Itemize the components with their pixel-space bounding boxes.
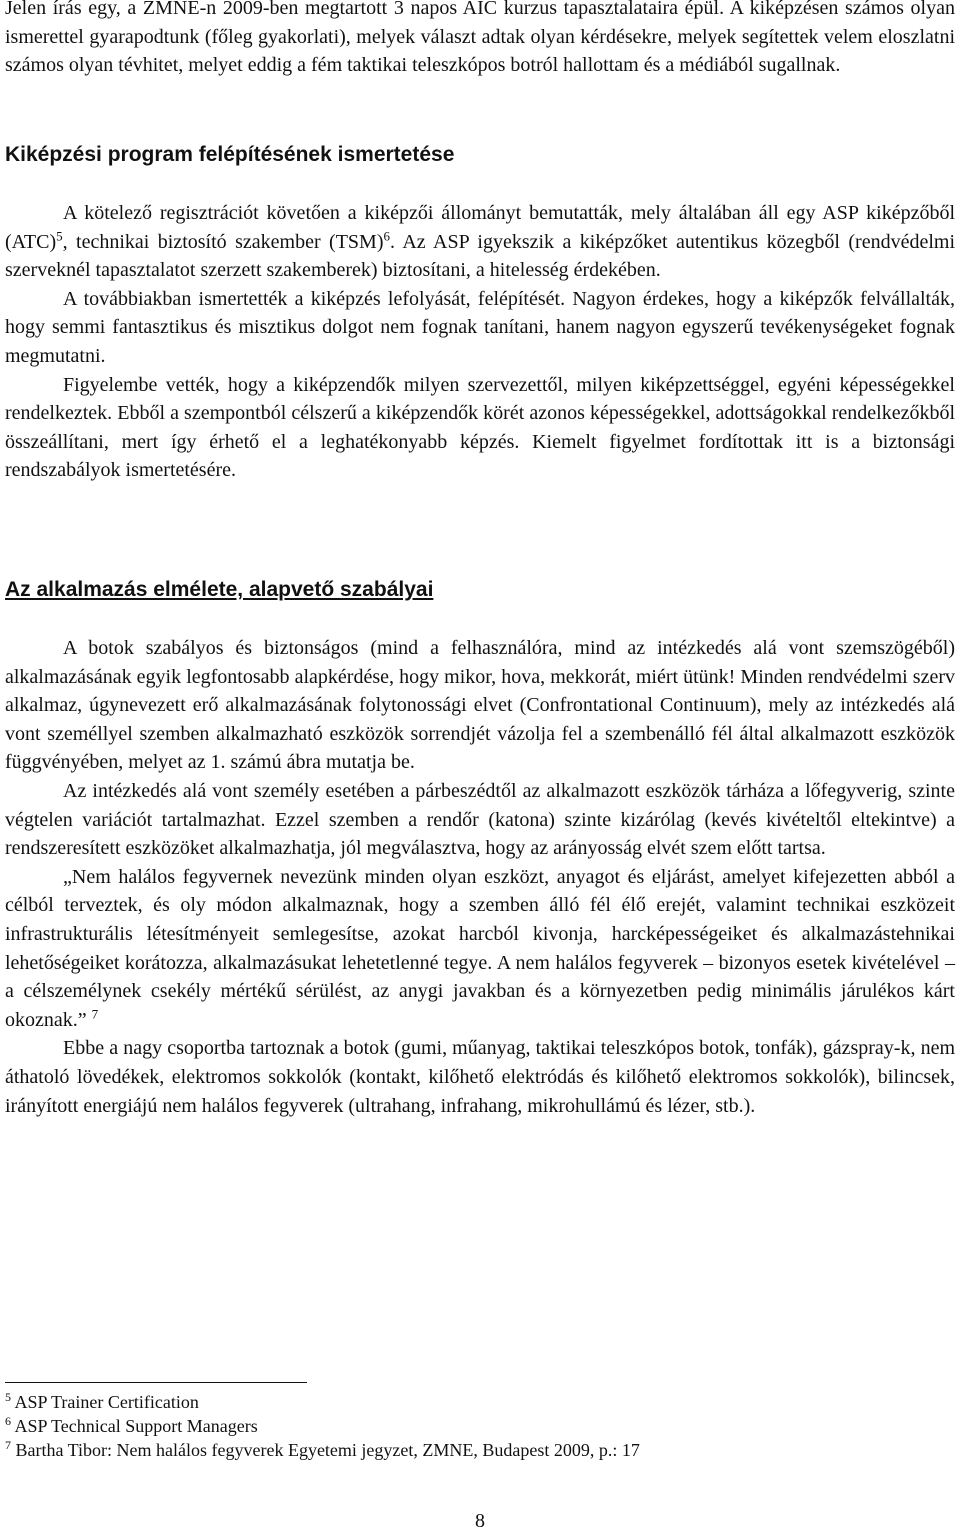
intro-paragraph: Jelen írás egy, a ZMNE-n 2009-ben megtartott 3 napos AIC kurzus tapasztalataira épül. A kiképzésen számos olyan ismerettel gyarapodtunk (főleg gyakorlati), melyek választ adtak olyan kérdésekre, melyek segítettek velem eloszlatni számos olyan tévhitet, melyet eddig a fém taktikai teleszkópos botról hallottam és a médiából sugallnak.	[5, 0, 955, 77]
section1-paragraph-1: A kötelező regisztrációt követően a kiképzői állományt bemutatták, mely általában áll egy ASP kiképzőből (ATC)$^5$, technikai biztosító szakember (TSM)$^6$. Az ASP igyekszik a kiképzőket autentikus közegből (rendvédelmi szerveknél tapasztalatot szerzett szakemberek) biztosítani, a hitelesség érdekében.	[5, 202, 955, 282]
section1-body	[5, 199, 955, 485]
page-number: 8	[475, 1510, 485, 1532]
footnote-ref-7: 7	[91, 1006, 99, 1022]
section2-paragraph-1: A botok szabályos és biztonságos (mind a felhasználóra, mind az intézkedés alá vont szemszögéből) alkalmazásának egyik legfontosabb alapkérdése, hogy mikor, hova, mekkorát, miért ütünk! Minden rendvédelmi szerv alkalmaz, úgynevezett erő alkalmazásának folytonossági elvet (Confrontational Continuum), mely az intézkedés alá vont személlyel szemben alkalmazható eszközök sorrendjét vázolja fel a szembenálló fél által alkalmazott eszközök függvényében, melyet az 1. számú ábra mutatja be.	[5, 637, 955, 774]
footnote-7: $^7$ Bartha Tibor: Nem halálos fegyverek Egyetemi jegyzet, ZMNE, Budapest 2009, p.: 17	[5, 1438, 640, 1460]
section2-paragraph-2: Az intézkedés alá vont személy esetében a párbeszédtől az alkalmazott eszközök tárháza a lőfegyverig, szinte végtelen variációt tartalmazhat. Ezzel szemben a rendőr (katona) szinte kizárólag (kevés kivételtől eltekintve) a rendszeresített eszközöket alkalmazhatja, jól megválasztva, hogy az arányosság elvét szem előtt tartsa.	[5, 779, 955, 860]
section-heading-application-theory: Az alkalmazás elmélete, alapvető szabályai	[5, 578, 434, 601]
footnote-separator	[5, 1382, 307, 1383]
section2-paragraph-4: Ebbe a nagy csoportba tartoznak a botok (gumi, műanyag, taktikai teleszkópos botok, tonfák), gázspray-k, nem áthatoló lövedékek, elektromos sokkolók (kontakt, kilőhető elektródás és kilőhető elektromos sokkolók), bilincsek, irányított energiájú nem halálos fegyverek (ultrahang, infrahang, mikrohullámú és lézer, stb.).	[5, 1037, 955, 1117]
section1-paragraph-3: Figyelembe vették, hogy a kiképzendők milyen szervezettől, milyen kiképzettséggel, egyéni képességekkel rendelkeztek. Ebből a szempontból célszerű a kiképzendők körét azonos képességekkel, adottságokkal rendelkezőkből összeállítani, mert így érhető el a leghatékonyabb képzés. Kiemelt figyelmet fordítottak itt is a biztonsági rendszabályok ismertetésére.	[5, 373, 955, 482]
footnote-ref-6: 6	[383, 227, 391, 243]
section2-body	[5, 634, 955, 1120]
footnotes	[5, 1390, 955, 1462]
footnote-ref-5: 5	[56, 227, 63, 243]
section2-quote-paragraph: „Nem halálos fegyvernek nevezünk minden olyan eszközt, anyagot és eljárást, amelyet kifejezetten abból a célból terveztek, és oly módon alkalmaznak, hogy a szemben álló fél élő erejét, valamint technikai eszközeit infrastrukturális létesítményeit semlegesítse, azokat harcból kivonja, harcképességeiket és alkalmazástehnikai lehetőségeiket korátozza, alkalmazásukat lehetetlenné tegye. A nem halálos fegyverek – bizonyos esetek kivételével – a célszemélynek csekély mértékű sérülést, az anygi javakban és a környezetben pedig minimális járulékos kárt okoznak.” $^7$	[5, 865, 955, 1031]
section-heading-training-program: Kiképzési program felépítésének ismertetése	[5, 143, 455, 166]
section1-paragraph-2: A továbbiakban ismertették a kiképzés lefolyását, felépítését. Nagyon érdekes, hogy a kiképzők felvállalták, hogy semmi fantasztikus és misztikus dolgot nem fognak tanítani, hanem nagyon egyszerű tevékenységeket fognak megmutatni.	[5, 287, 955, 367]
footnote-6: $^6$ ASP Technical Support Managers	[5, 1414, 258, 1436]
footnote-5: $^5$ ASP Trainer Certification	[5, 1390, 199, 1412]
